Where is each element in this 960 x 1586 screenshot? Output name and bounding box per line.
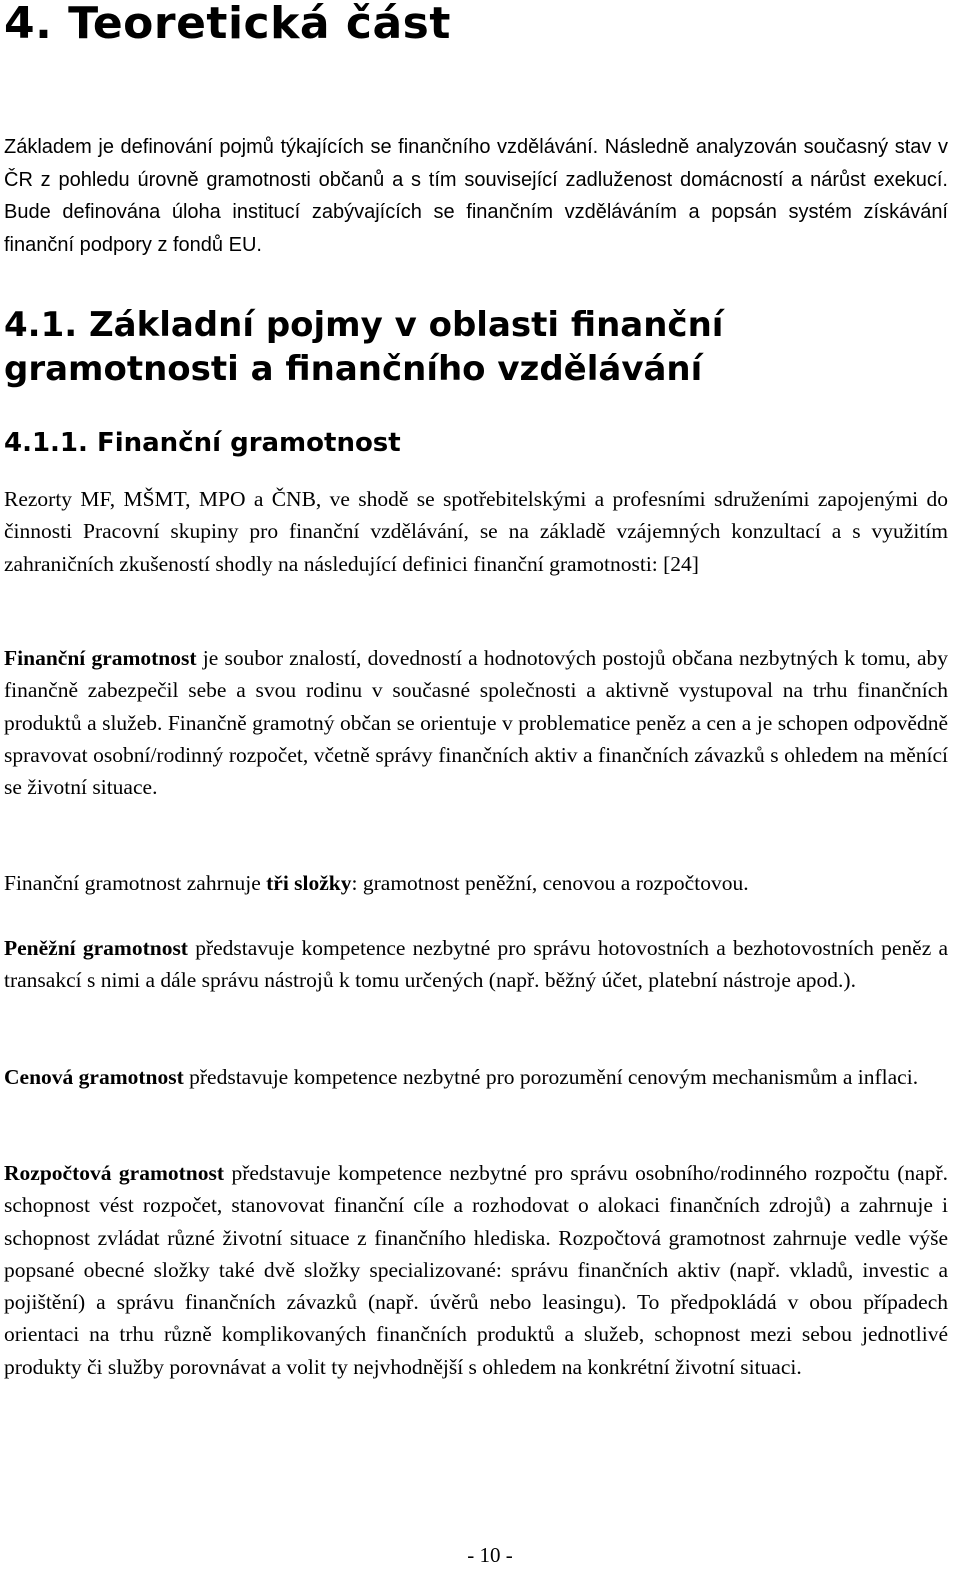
paragraph-text: představuje kompetence nezbytné pro správu hotovostních a bezhotovostních peněz a transakcí s nimi a dále správu nástrojů k tomu určených (např. běžný účet, platební nástroje apod.). bbox=[4, 936, 949, 993]
paragraph-text: je soubor znalostí, dovedností a hodnotových postojů občana nezbytných k tomu, aby finančně zabezpečil sebe a svou rodinu v současné společnosti a aktivně vystupoval na trhu finančních produktů a služeb. Finančně gramotný občan se orientuje v problematice peněz a cen a je schopen odpovědně spravovat osobní/rodinný rozpočet, včetně správy finančních aktiv a finančních závazků s ohledem na měnící se životní situace. bbox=[4, 646, 948, 800]
term-financial-literacy: Finanční gramotnost bbox=[4, 646, 197, 670]
term-money-literacy: Peněžní gramotnost bbox=[4, 936, 188, 960]
paragraph-text: představuje kompetence nezbytné pro správu osobního/rodinného rozpočtu (např. schopnost vést rozpočet, stanovovat finanční cíle a rozhodovat o alokaci finančních zdrojů) a zahrnuje i schopnost zvládat různé životní situace z finančního hlediska. Rozpočtová gramotnost zahrnuje vedle výše popsané obecné složky také dvě složky specializované: správu finančních aktiv (např. vkladů, investic a pojištění) a správu finančních závazků (např. úvěrů nebo leasingu). To předpokládá v obou případech orientaci na trhu různě komplikovaných finančních produktů a služeb, schopnost mezi sebou jednotlivé produkty či služby porovnávat a volit ty nejvhodnější s ohledem na konkrétní životní situaci. bbox=[4, 1161, 948, 1379]
budget-literacy-paragraph bbox=[4, 1157, 948, 1383]
term-price-literacy: Cenová gramotnost bbox=[4, 1065, 184, 1089]
chapter-heading: 4. Teoretická část bbox=[4, 0, 451, 49]
definition-intro-paragraph: Rezorty MF, MŠMT, MPO a ČNB, ve shodě se spotřebitelskými a profesními sdruženími zapojenými do činnosti Pracovní skupiny pro finanční vzdělávání, se na základě vzájemných konzultací a s využitím zahraničních zkušeností shodly na následující definici finanční gramotnosti: [24] bbox=[4, 487, 948, 576]
money-literacy-paragraph bbox=[4, 932, 948, 997]
paragraph-text: Finanční gramotnost zahrnuje bbox=[4, 871, 267, 895]
term-three-components: tři složky bbox=[266, 871, 352, 895]
components-paragraph bbox=[4, 867, 948, 899]
subsection-heading: 4.1.1. Finanční gramotnost bbox=[4, 428, 401, 458]
section-heading: 4.1. Základní pojmy v oblasti finanční gramotnosti a finančního vzdělávání bbox=[4, 305, 724, 389]
paragraph-text: představuje kompetence nezbytné pro porozumění cenovým mechanismům a inflaci. bbox=[183, 1065, 919, 1089]
term-budget-literacy: Rozpočtová gramotnost bbox=[4, 1161, 225, 1185]
financial-literacy-paragraph bbox=[4, 642, 948, 803]
paragraph-text: : gramotnost peněžní, cenovou a rozpočtovou. bbox=[351, 871, 749, 895]
page-number: - 10 - bbox=[467, 1543, 513, 1567]
price-literacy-paragraph bbox=[4, 1061, 948, 1093]
intro-paragraph: Základem je definování pojmů týkajících se finančního vzdělávání. Následně analyzován současný stav v ČR z pohledu úrovně gramotnosti občanů a s tím související zadluženost domácností a nárůst exekucí. Bude definována úloha institucí zabývajících se finančním vzděláváním a popsán systém získávání finanční podpory z fondů EU. bbox=[4, 136, 948, 256]
